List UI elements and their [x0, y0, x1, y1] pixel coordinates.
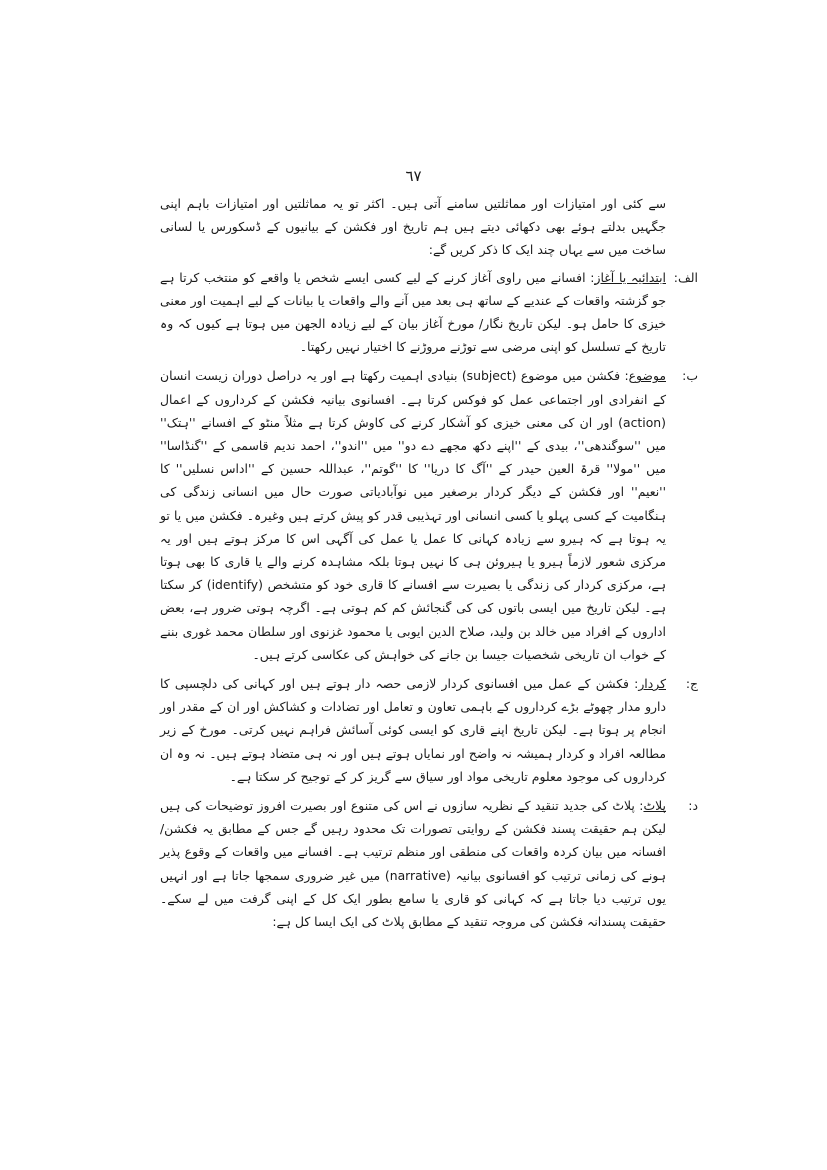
item-paragraph [160, 266, 666, 359]
item-heading: کردار [638, 676, 666, 692]
list-item-dal [160, 794, 698, 933]
page-number: ٦٧ [405, 167, 422, 185]
item-marker: ج: [685, 676, 698, 692]
item-marker: ب: [682, 368, 698, 384]
list-item-alif [160, 266, 698, 359]
list-item-be [160, 364, 698, 666]
list-item-jeem [160, 672, 698, 788]
item-text: : پلاٹ کی جدید تنقید کے نظریہ سازوں نے اس کی متنوع اور بصیرت افروز توضیحات کی ہیں لیکن ہم حقیقت پسند فکشن کے روایتی تصورات تک محدود رہیں گے جس کے مطابق یہ فکشن/ افسانہ میں بیان کردہ واقعات کی منطقی اور منظم ترتیب ہے۔ افسانے میں واقعات کے وقوع پذیر ہونے کی زمانی ترتیب کو افسانوی بیانیہ (narrative) میں غیر ضروری سمجھا جاتا ہے اور انہیں یوں ترتیب دیا جاتا ہے کہ کہانی کو قاری یا سامع بطور ایک کل کے اپنی گرفت میں لے سکے۔ حقیقت پسندانہ فکشن کی مروجہ تنقید کے مطابق پلاٹ کی ایک ایسا کل ہے: [160, 798, 667, 930]
item-heading: ابتدائیہ یا آغاز [594, 269, 666, 285]
intro-paragraph: سے کئی اور امتیازات اور مماثلتیں سامنے آتی ہیں۔ اکثر تو یہ مماثلتیں اور امتیازات باہم اپنی جگہیں بدلتے ہوئے بھی دکھائی دیتے ہیں ہم تاریخ اور فکشن کے بیانیوں کے ڈسکورس یا لسانی ساخت میں سے یہاں چند ایک کا ذکر کریں گے: [160, 196, 666, 258]
item-paragraph [160, 794, 666, 933]
item-heading: پلاٹ [643, 798, 666, 814]
item-text: : افسانے میں راوی آغاز کرنے کے لیے کسی ایسے شخص یا واقعے کو منتخب کرتا ہے جو گزشتہ واقعات کے عندیے کے ساتھ ہی بعد میں آنے والے واقعات یا بیانات کے لیے اہمیت اور معنی خیزی کا حامل ہو۔ لیکن تاریخ نگار/ مورخ آغاز بیان کے لیے زیادہ الجھن میں ہوتا ہے کیوں کہ وہ تاریخ کے تسلسل کو اپنی مرضی سے توڑنے مروڑنے کا اختیار نہیں رکھتا۔ [160, 269, 666, 355]
item-paragraph [160, 364, 666, 666]
item-heading: موضوع [628, 368, 666, 384]
item-paragraph [160, 672, 666, 788]
item-marker: د: [688, 798, 698, 814]
item-text: : فکشن کے عمل میں افسانوی کردار لازمی حصہ دار ہوتے ہیں اور کہانی کی دلچسپی کا دارو مدار چھوٹے بڑے کرداروں کے باہمی تعاون و تعامل اور تضادات و کشاکش اور ان کے مقدر اور انجام پر ہوتا ہے۔ لیکن تاریخ اپنے قاری کو ایسی کوئی آسائش فراہم نہیں کرتی۔ مورخ کے زیر مطالعہ افراد و کردار ہمیشہ نہ واضح اور نمایاں ہوتے ہیں اور نہ ہی متضاد ہوتے ہیں۔ نہ وہ ان کرداروں کی موجود معلوم تاریخی مواد اور سیاق سے گریز کر کے توجیح کر سکتا ہے۔ [160, 676, 666, 784]
item-text: : فکشن میں موضوع (subject) بنیادی اہمیت رکھتا ہے اور یہ دراصل دوران زیست انسان کے انفرادی اور اجتماعی عمل کو فوکس کرتا ہے۔ افسانوی بیانیہ فکشن کے کرداروں کے اعمال (action) اور ان کی معنی خیزی کو آشکار کرنے کی کاوش کرتا ہے مثلاً منٹو کے افسانے ''ہتک'' میں ''سوگندھی''، بیدی کے ''اپنے دکھ مجھے دے دو'' میں ''اندو''، احمد ندیم قاسمی کے ''گنڈاسا'' میں ''مولا'' قرۃ العین حیدر کے ''آگ کا دریا'' کا ''گوتم''، عبداللہ حسین کے ''اداس نسلیں'' کا ''نعیم'' اور فکشن کے دیگر کردار برصغیر میں نوآبادیاتی صورت حال میں انسانی زندگی کی ہنگامیت کے کسی پہلو یا کسی انسانی اور تہذیبی قدر کو پیش کرتے ہیں وغیرہ۔ فکشن میں یا تو یہ ہوتا ہے کہ ہیرو سے زیادہ کہانی کا عمل یا عمل کی آگہی اس کا مرکز ہوتے ہیں اور یہ مرکزی شعور لازماً ہیرو یا ہیروئن ہی کا نہیں ہوتا بلکہ مشاہدہ کرنے والے یا قاری کا بھی ہوتا ہے، مرکزی کردار کی زندگی یا بصیرت سے افسانے کا قاری خود کو متشخص (identify) کر سکتا ہے۔ لیکن تاریخ میں ایسی باتوں کی کی گنجائش کم کم ہوتی ہے۔ اگرچہ ہوتی ضرور ہے، بعض اداروں کے افراد میں خالد بن ولید، صلاح الدین ایوبی یا محمود غزنوی اور سلطان محمد غوری بننے کے خواب ان تاریخی شخصیات جیسا بن جانے کی خواہش کی عکاسی کرتے ہیں۔ [160, 368, 667, 662]
page-body [160, 192, 698, 939]
item-marker: الف: [673, 269, 698, 285]
